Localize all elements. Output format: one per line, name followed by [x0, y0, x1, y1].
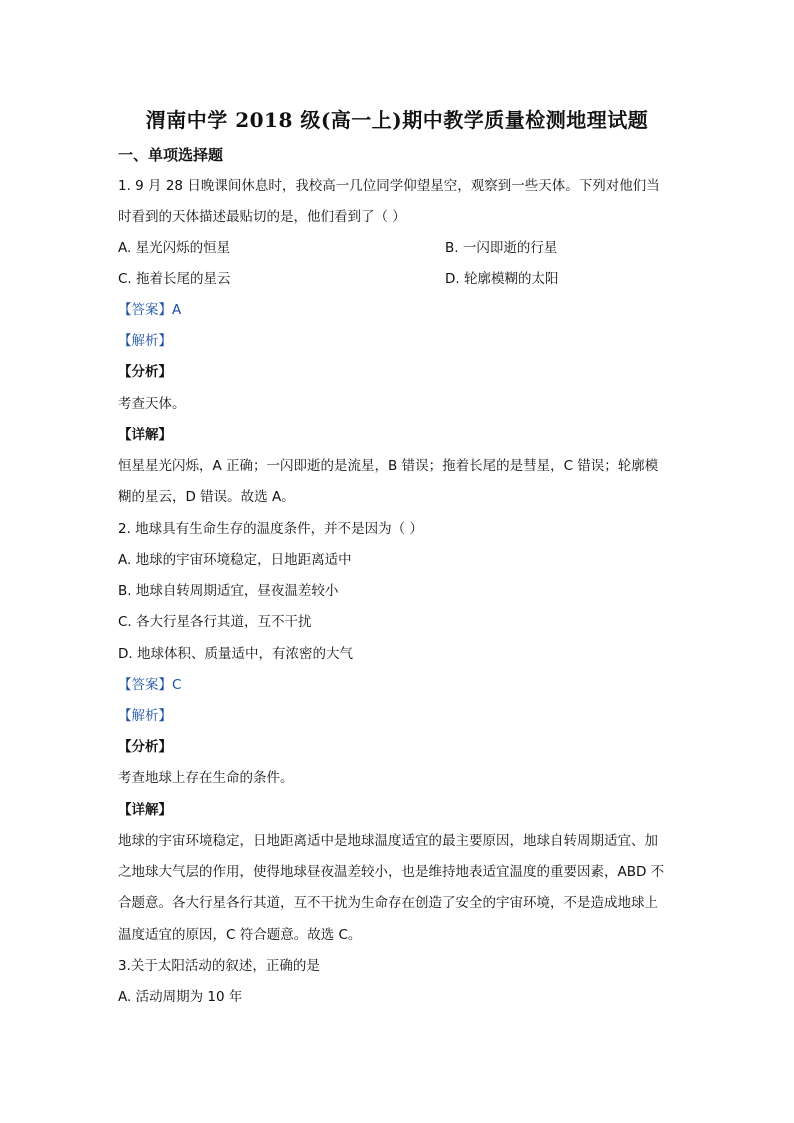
q3-stem: 3.关于太阳活动的叙述，正确的是	[118, 958, 320, 974]
q1-option-b: B. 一闪即逝的行星	[445, 240, 558, 256]
q2-stem: 2. 地球具有生命生存的温度条件，并不是因为（ ）	[118, 521, 423, 537]
section-heading: 一、单项选择题	[118, 146, 224, 164]
q1-jiexi-label: 【解析】	[118, 333, 172, 349]
q2-detail-line1: 地球的宇宙环境稳定，日地距离适中是地球温度适宜的最主要原因，地球自转周期适宜、加	[118, 833, 658, 849]
q2-answer: 【答案】C	[118, 677, 182, 693]
q1-answer: 【答案】A	[118, 302, 182, 318]
q2-option-d: D. 地球体积、质量适中，有浓密的大气	[118, 646, 353, 662]
q1-fenxi-text: 考查天体。	[118, 396, 186, 412]
q1-detail-line2: 糊的星云，D 错误。故选 A。	[118, 489, 295, 505]
q1-stem-line2: 时看到的天体描述最贴切的是，他们看到了（ ）	[118, 209, 406, 225]
q2-detail-line3: 合题意。各大行星各行其道，互不干扰为生命存在创造了安全的宇宙环境，不是造成地球上	[118, 895, 658, 911]
q2-xiangjie-label: 【详解】	[118, 802, 172, 818]
q2-jiexi-label: 【解析】	[118, 708, 172, 724]
q2-detail-line4: 温度适宜的原因，C 符合题意。故选 C。	[118, 927, 362, 943]
q1-stem-line1: 1. 9 月 28 日晚课间休息时，我校高一几位同学仰望星空，观察到一些天体。下列对他们当	[118, 178, 660, 194]
q1-option-a: A. 星光闪烁的恒星	[118, 240, 231, 256]
q1-fenxi-label: 【分析】	[118, 364, 172, 380]
q3-option-a: A. 活动周期为 10 年	[118, 989, 243, 1005]
q2-fenxi-label: 【分析】	[118, 739, 172, 755]
q2-option-c: C. 各大行星各行其道，互不干扰	[118, 614, 312, 630]
q1-xiangjie-label: 【详解】	[118, 427, 172, 443]
q1-option-c: C. 拖着长尾的星云	[118, 271, 231, 287]
q2-option-a: A. 地球的宇宙环境稳定，日地距离适中	[118, 552, 352, 568]
q2-fenxi-text: 考查地球上存在生命的条件。	[118, 770, 294, 786]
q1-detail-line1: 恒星星光闪烁，A 正确；一闪即逝的是流星，B 错误；拖着长尾的是彗星，C 错误；轮廓模	[118, 458, 659, 474]
q2-detail-line2: 之地球大气层的作用，使得地球昼夜温差较小，也是维持地表适宜温度的重要因素，ABD 不	[118, 864, 665, 880]
page-title: 渭南中学 2018 级(高一上)期中教学质量检测地理试题	[145, 108, 649, 132]
q2-option-b: B. 地球自转周期适宜，昼夜温差较小	[118, 583, 339, 599]
q1-option-d: D. 轮廓模糊的太阳	[445, 271, 559, 287]
